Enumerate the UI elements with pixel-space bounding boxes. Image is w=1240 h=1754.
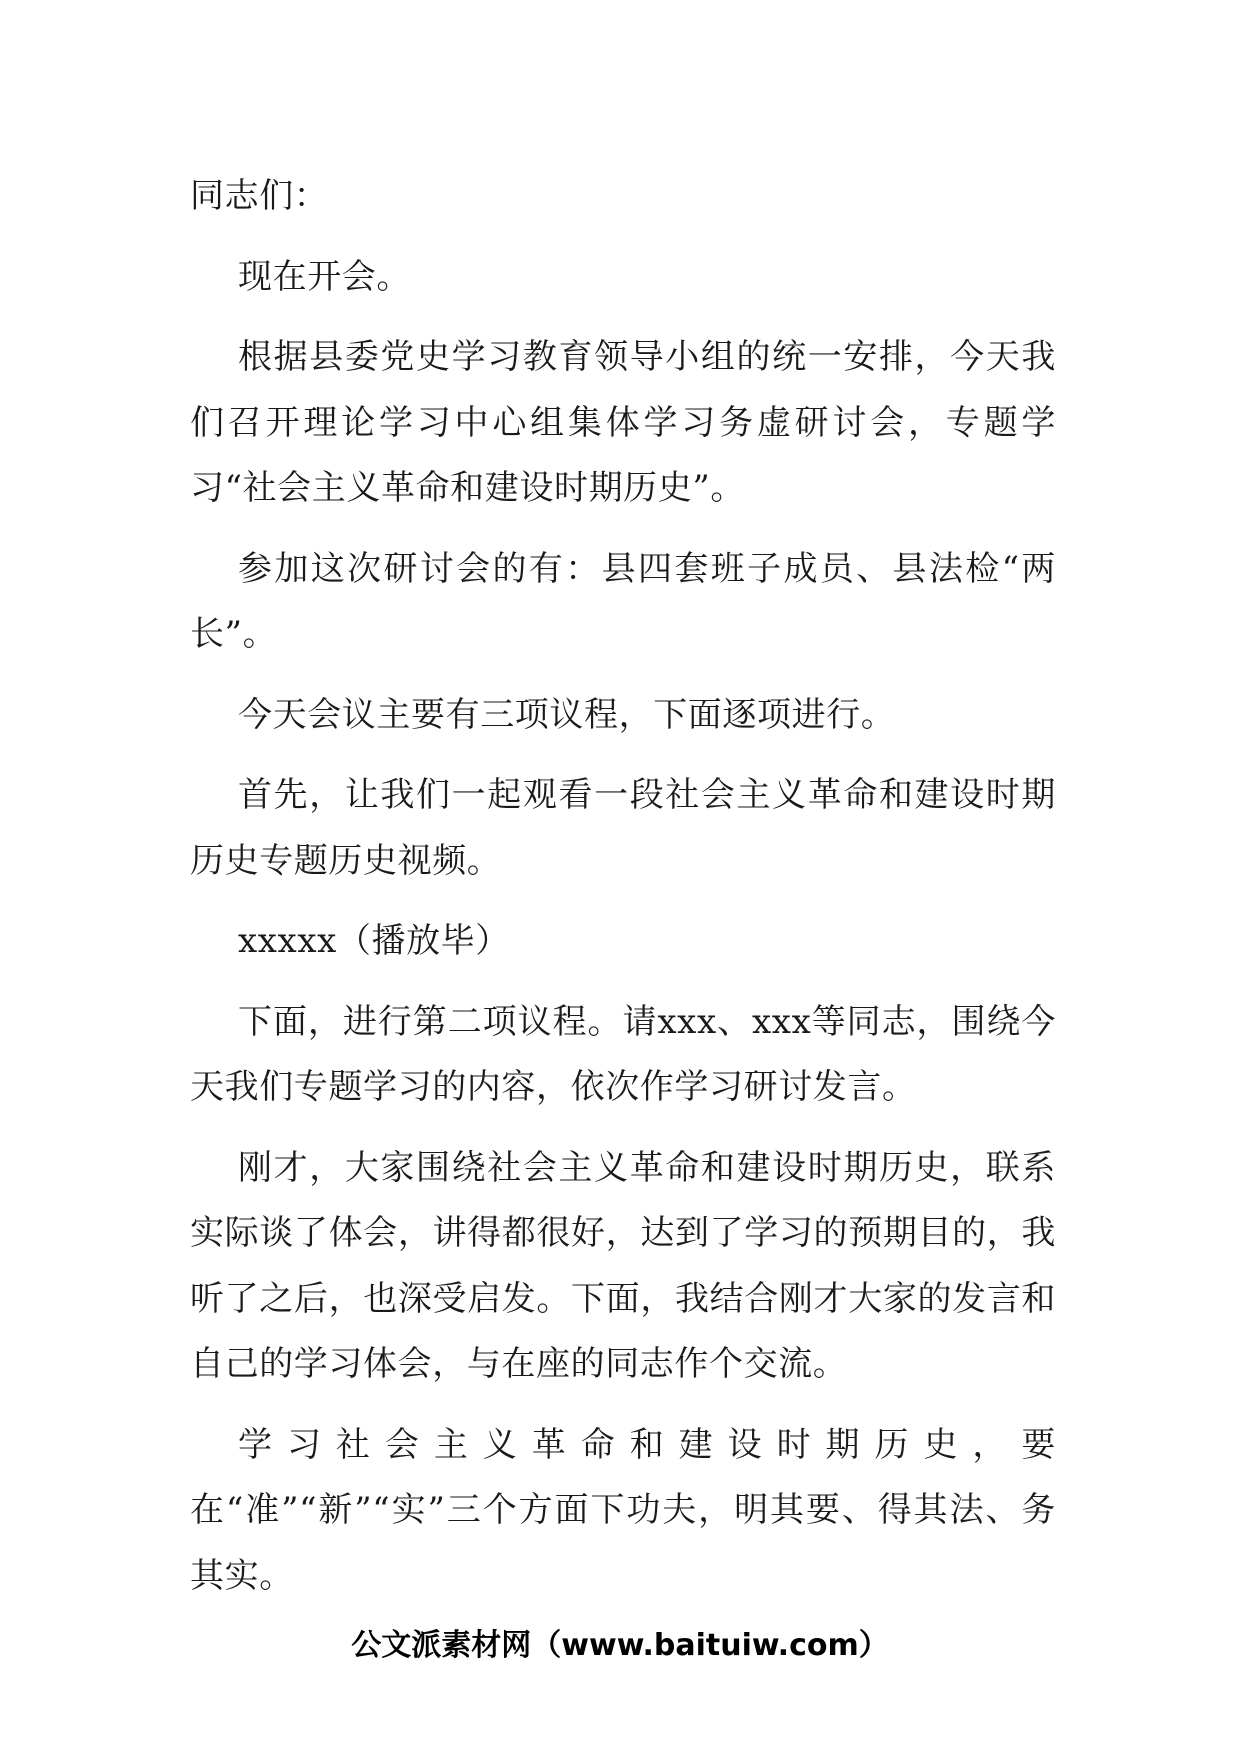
footer-watermark-text: 公文派素材网（www.baituiw.com） (351, 1628, 889, 1663)
paragraph: xxxxx（播放毕） (238, 921, 510, 961)
paragraph: 今天会议主要有三项议程，下面逐项进行。 (238, 694, 896, 735)
salutation: 同志们： (190, 176, 329, 216)
document-body (190, 164, 1056, 1609)
paragraph: 根据县委党史学习教育领导小组的统一安排，今天我们召开理论学习中心组集体学习务虚研讨会，专题学习“社会主义革命和建设时期历史”。 (190, 337, 1056, 508)
paragraph: 参加这次研讨会的有：县四套班子成员、县法检“两长”。 (190, 548, 1056, 654)
paragraph: 学习社会主义革命和建设时期历史，要在“准”“新”“实”三个方面下功夫，明其要、得其法、务其实。 (190, 1424, 1056, 1596)
paragraph: 刚才，大家围绕社会主义革命和建设时期历史，联系实际谈了体会，讲得都很好，达到了学习的预期目的，我听了之后，也深受启发。下面，我结合刚才大家的发言和自己的学习体会，与在座的同志作个交流。 (190, 1147, 1056, 1384)
paragraph: 下面，进行第二项议程。请xxx、xxx等同志，围绕今天我们专题学习的内容，依次作学习研讨发言。 (190, 1001, 1056, 1107)
paragraph: 现在开会。 (238, 256, 411, 297)
paragraph: 首先，让我们一起观看一段社会主义革命和建设时期历史专题历史视频。 (190, 775, 1056, 881)
